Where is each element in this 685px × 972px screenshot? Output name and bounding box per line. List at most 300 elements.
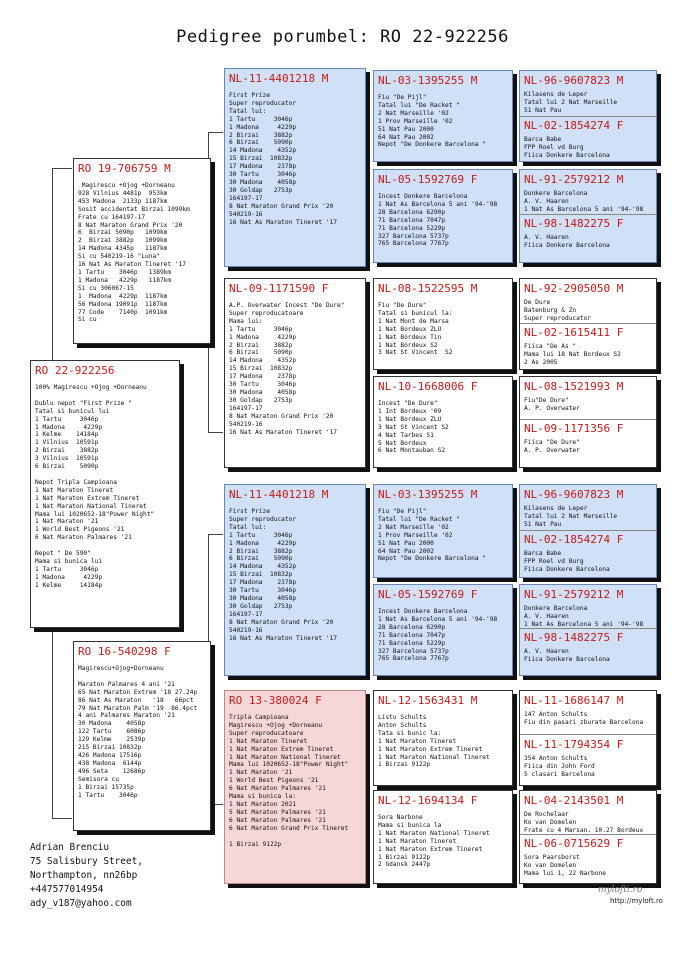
note-line bbox=[35, 542, 175, 550]
note-line: 17 Madona 2378p bbox=[229, 163, 297, 171]
ring-number: NL-11-4401218 M bbox=[229, 72, 329, 85]
note-line: 14 Madona 4352p bbox=[229, 357, 297, 365]
note-line: Mama lui 1020652-18"Power Night" bbox=[35, 510, 155, 518]
note-line: 765 Barcelona 7767p bbox=[378, 240, 449, 248]
pigeon-notes bbox=[229, 302, 361, 436]
note-line: 2 Birzai 3882p 1099km bbox=[78, 237, 168, 245]
note-line: 1 Madona 4229p bbox=[229, 333, 297, 341]
note-line: Magirescu +Ojog +Dorneanu bbox=[78, 182, 175, 189]
note-line: 1 Tartu 3046p bbox=[78, 791, 138, 799]
note-line: 1 Kelme 14184p bbox=[35, 581, 103, 589]
pigeon-notes bbox=[229, 92, 361, 226]
note-line: Tatal lui: bbox=[229, 523, 267, 531]
note-line: Semisora cu bbox=[78, 775, 119, 783]
note-line: 6 Birzai 5090p bbox=[35, 463, 99, 471]
connector-line bbox=[52, 168, 72, 169]
pigeon-notes bbox=[524, 299, 652, 323]
pigeon-notes bbox=[524, 234, 652, 250]
pigeon-notes bbox=[524, 91, 652, 115]
note-line: 14 Madona 4345p 1187km bbox=[78, 245, 168, 253]
note-line: A. V. Haaren bbox=[524, 234, 569, 241]
note-line: Fiica "De Dure" bbox=[524, 439, 580, 446]
note-line: Incest Donkere Barcelona bbox=[378, 193, 468, 200]
gen4-pair-card bbox=[519, 376, 657, 468]
note-line: 1 Nat As Barcelona 5 ani '94-'98 bbox=[524, 205, 644, 213]
note-line: 1 Madona 4229p 1187km bbox=[78, 276, 172, 284]
note-line: 16 Nat As Maraton Tineret '17 bbox=[229, 428, 338, 436]
note-line: 1 Nat Maraton '21 bbox=[229, 769, 293, 777]
note-line: 6 Nat Maraton Palmares '21 bbox=[35, 534, 132, 542]
pigeon-notes bbox=[524, 550, 652, 574]
note-line: 1 Tartu 3046p bbox=[35, 415, 99, 423]
note-line: 2 Gdansk 2447p bbox=[378, 861, 431, 869]
note-line: 28 Barcelona 6290p bbox=[378, 623, 446, 631]
note-line: 71 Barcelona 5229p bbox=[378, 224, 446, 232]
ring-number: NL-96-9607823 M bbox=[524, 488, 624, 501]
note-line: 79 Nat Maraton Palm '19 86.4pct bbox=[78, 704, 198, 712]
note-line: 327 Barcelona 5737p bbox=[378, 232, 449, 240]
connector-line bbox=[208, 432, 223, 433]
gen3-card bbox=[373, 278, 513, 370]
note-line: 1 Birzai 15735p bbox=[78, 783, 134, 791]
note-line: First Prize bbox=[229, 508, 270, 515]
note-line: Mama lui 1, 22 Narbone bbox=[524, 869, 606, 877]
note-line: Tatal si bunicul lui bbox=[35, 407, 110, 415]
gen4-pair-card bbox=[519, 584, 657, 676]
gen3-card bbox=[373, 169, 513, 263]
note-line: 6 Birzai 5090p bbox=[229, 555, 293, 563]
note-line: 1 Nat Maraton Extrem Tineret bbox=[229, 745, 334, 753]
ring-number: NL-05-1592769 F bbox=[378, 173, 478, 186]
note-line: 6 Nat Maraton Grand Prix Tineret bbox=[229, 824, 349, 832]
owner-address-city: Northampton, nn26bp bbox=[30, 870, 138, 881]
ring-number: NL-08-1521993 M bbox=[524, 380, 624, 393]
note-line: Dublu nepot "First Prize " bbox=[35, 399, 132, 407]
note-line: 77 Code 7140p 1091km bbox=[78, 308, 168, 316]
note-line: 1 Nat Maraton Extrem Tineret bbox=[378, 845, 483, 853]
note-line: 2 Birzai 3882p bbox=[229, 131, 293, 139]
note-line: 1 Nat Maraton Extrem Tineret bbox=[378, 745, 483, 753]
note-line: A.P. Overwater Incest "De Dure" bbox=[229, 302, 345, 309]
note-line: 17 Madona 2378p bbox=[229, 373, 297, 381]
note-line: 1 Nat Bordeux S2 bbox=[378, 341, 438, 349]
gen3-card bbox=[373, 584, 513, 676]
pigeon-notes bbox=[524, 505, 652, 529]
sire-card bbox=[73, 158, 211, 344]
note-line: 28 Barcelona 6290p bbox=[378, 208, 446, 216]
note-line: Si cu 540219-16 "Luna" bbox=[78, 253, 160, 261]
note-line: Magirescu+Ojog+Dorneanu bbox=[78, 665, 164, 672]
ring-number: NL-06-0715629 F bbox=[524, 837, 624, 850]
pigeon-notes bbox=[229, 714, 361, 848]
note-line: 6 Nat Maraton Palmares '21 bbox=[229, 785, 326, 793]
note-line: Super reproducatoare bbox=[229, 729, 304, 737]
pigeon-notes bbox=[524, 854, 652, 878]
pigeon-notes bbox=[78, 182, 206, 324]
note-line bbox=[78, 673, 206, 681]
note-line: Mama lui 18 Nat Bordeux S2 bbox=[524, 350, 621, 358]
note-line: A. P. Overwater bbox=[524, 404, 580, 412]
note-line: Nepot Tripla Campioana bbox=[35, 478, 117, 486]
owner-name: Adrian Brenciu bbox=[30, 842, 110, 853]
note-line: FPP Roel vd Burg bbox=[524, 143, 584, 151]
note-line: Mama si bunica lui bbox=[35, 557, 103, 565]
ring-number: NL-09-1171590 F bbox=[229, 282, 329, 295]
divider bbox=[520, 628, 656, 629]
note-line: 122 Tartu 6086p bbox=[78, 728, 146, 736]
note-line: 4 Nat Tarbes S1 bbox=[378, 431, 434, 439]
gen4-pair-card bbox=[519, 70, 657, 162]
pigeon-notes bbox=[524, 605, 652, 629]
note-line: Anton Schults bbox=[378, 721, 427, 729]
note-line: Incest Donkere Barcelona bbox=[378, 608, 468, 615]
note-line: Kilasens de Leper bbox=[524, 505, 588, 512]
note-line: 327 Barcelona 5737p bbox=[378, 647, 449, 655]
note-line: 1 Nat Bordeux ZLU bbox=[378, 325, 442, 333]
pigeon-notes bbox=[35, 384, 175, 590]
note-line: 1 Nat Maraton 2021 bbox=[229, 800, 297, 808]
note-line: 2 Birzai 3882p bbox=[229, 341, 293, 349]
gen4-pair-card bbox=[519, 690, 657, 786]
pigeon-notes bbox=[378, 94, 508, 149]
note-line: 3 Nat St Vincent S2 bbox=[378, 349, 453, 357]
ring-number: NL-11-4401218 M bbox=[229, 488, 329, 501]
note-line: De Dure bbox=[524, 299, 551, 306]
note-line: 3 Vilnius 10591p bbox=[35, 455, 99, 463]
divider bbox=[520, 530, 656, 531]
note-line: 164197-17 bbox=[229, 404, 263, 412]
note-line: 147 Anton Schults bbox=[524, 711, 588, 718]
note-line: 1 Prov Marseille '02 bbox=[378, 117, 453, 125]
note-line: Tripla Campioana bbox=[229, 714, 289, 721]
note-line: 1 World Best Pigeons '21 bbox=[229, 777, 319, 785]
note-line: 1 Tartu 3046p bbox=[35, 565, 99, 573]
pigeon-notes bbox=[524, 439, 652, 455]
note-line: 1 Nat Maraton National Tineret bbox=[35, 502, 147, 510]
note-line: 1 Madona 4229p 1187km bbox=[78, 292, 168, 300]
note-line: 2 Nat Marseille '02 bbox=[378, 523, 449, 531]
note-line: Donkere Barcelona bbox=[524, 605, 588, 612]
note-line: Fiica Donkere Barcelona bbox=[524, 151, 610, 159]
note-line: Tatal lui 2 Nat Marseille bbox=[524, 512, 618, 520]
connector-line bbox=[208, 132, 223, 133]
connector-line bbox=[52, 818, 72, 819]
note-line: A. P. Overwater bbox=[524, 446, 580, 454]
note-line: Listu Schults bbox=[378, 714, 427, 721]
note-line: 16 Nat As Maraton Tineret '17 bbox=[229, 634, 338, 642]
note-line: Frate cu 164197-17 bbox=[78, 213, 146, 221]
note-line: Barca Babe bbox=[524, 136, 562, 143]
pigeon-notes bbox=[524, 755, 652, 779]
owner-email[interactable]: ady_v187@yahoo.com bbox=[30, 898, 132, 909]
note-line: 1 Nat Bordeux Tin bbox=[378, 333, 442, 341]
granddam-paternal-card bbox=[224, 278, 366, 468]
grandsire-maternal-card bbox=[224, 484, 366, 676]
ring-number: NL-96-9607823 M bbox=[524, 74, 624, 87]
divider bbox=[520, 834, 656, 835]
note-line: 1 Birzai 9122p bbox=[378, 853, 431, 861]
ring-number: RO 22-922256 bbox=[35, 364, 115, 377]
pigeon-notes bbox=[378, 302, 508, 357]
note-line bbox=[35, 392, 175, 400]
owner-address-street: 75 Salisbury Street, bbox=[30, 856, 143, 867]
website-link[interactable]: http://myloft.ro bbox=[610, 897, 663, 905]
note-line: 1 Nat Maraton Tineret bbox=[378, 737, 457, 745]
note-line: Fiu"De Dure" bbox=[524, 397, 569, 404]
connector-line bbox=[208, 534, 223, 535]
note-line: Ko van Domelen bbox=[524, 861, 577, 869]
ring-number: RO 13-380024 F bbox=[229, 694, 322, 707]
note-line: 64 Nat Pau 2002 bbox=[378, 547, 434, 555]
note-line: Batenburg & Zn bbox=[524, 306, 577, 314]
ring-number: NL-04-2143501 M bbox=[524, 794, 624, 807]
note-line bbox=[35, 471, 175, 479]
note-line: Super reproducator bbox=[229, 99, 297, 107]
note-line: 30 Tartu 3046p bbox=[229, 171, 297, 179]
note-line: 1 Madona 4229p bbox=[229, 539, 297, 547]
pigeon-notes bbox=[524, 136, 652, 160]
note-line: Incest "De Dure" bbox=[378, 400, 438, 407]
ring-number: NL-02-1854274 F bbox=[524, 533, 624, 546]
note-line: Fiica "De As " bbox=[524, 343, 577, 350]
note-line: 4 ani Palmares Maraton '21 bbox=[78, 712, 175, 720]
note-line: Tata si bunic la: bbox=[378, 729, 442, 737]
note-line: 6 Birzai 5090p 1099km bbox=[78, 229, 168, 237]
note-line: 30 Madona 4058p bbox=[229, 388, 297, 396]
note-line: Maraton Palmares 4 ani '21 bbox=[78, 680, 175, 688]
note-line: 30 Tartu 3046p bbox=[229, 587, 297, 595]
note-line: 426 Madona 17516p bbox=[78, 751, 142, 759]
pigeon-notes bbox=[524, 343, 652, 367]
ring-number: NL-98-1482275 F bbox=[524, 631, 624, 644]
note-line: Super reproducatoare bbox=[229, 309, 304, 317]
note-line: 1 Nat Maraton '21 bbox=[35, 518, 99, 526]
note-line: 65 Nat Maraton Extrem '18 27.24p bbox=[78, 688, 198, 696]
note-line: 1 Nat Maraton Tineret bbox=[35, 486, 114, 494]
note-line: 1 World Best Pigeons '21 bbox=[35, 526, 125, 534]
note-line: Mama si bunica la: bbox=[229, 793, 297, 801]
ring-number: NL-02-1854274 F bbox=[524, 119, 624, 132]
ring-number: NL-10-1668006 F bbox=[378, 380, 478, 393]
note-line: 2 Birzai 3882p bbox=[35, 447, 99, 455]
note-line: 15 Birzai 10832p bbox=[229, 155, 293, 163]
note-line: Fiu "De Pijl" bbox=[378, 94, 427, 101]
page-title: Pedigree porumbel: RO 22-922256 bbox=[176, 27, 509, 47]
note-line: Sora Paarsborst bbox=[524, 854, 580, 861]
note-line: 1 Madona 4229p bbox=[229, 123, 297, 131]
note-line: 1 Nat Bordeux ZLU bbox=[378, 415, 442, 423]
note-line: 540219-16 bbox=[229, 210, 263, 218]
note-line: 30 Goldap 2753p bbox=[229, 186, 293, 194]
note-line: Nepot " De 590" bbox=[35, 550, 91, 558]
divider bbox=[520, 419, 656, 420]
note-line: 1 Nat As Barcelona 5 ani '94-'98 bbox=[378, 615, 498, 623]
note-line: 164197-17 bbox=[229, 610, 263, 618]
note-line: Fiica Donkere Barcelona bbox=[524, 655, 610, 663]
note-line: 3 Nat St Vincent S2 bbox=[378, 423, 449, 431]
note-line: Mama lui 1020652-18"Power Night" bbox=[229, 761, 349, 769]
note-line: 928 Vilnius 4481p 953km bbox=[78, 189, 168, 197]
note-line: 30 Madona 4058p bbox=[229, 178, 297, 186]
note-line: 496 Seta 12686p bbox=[78, 767, 146, 775]
ring-number: RO 19-706759 M bbox=[78, 162, 171, 175]
divider bbox=[520, 323, 656, 324]
note-line: Fiu "De Dure" bbox=[378, 302, 427, 309]
note-line: 1 Tartu 3046p bbox=[229, 531, 293, 539]
pigeon-notes bbox=[378, 508, 508, 563]
note-line: Si cu bbox=[78, 316, 97, 324]
note-line: Ko van Domelen bbox=[524, 818, 577, 826]
note-line: 56 Madona 19091p 1187km bbox=[78, 300, 168, 308]
connector-line bbox=[52, 168, 53, 362]
note-line: 15 Birzai 10832p bbox=[229, 571, 293, 579]
note-line: 51 Nat Pau bbox=[524, 106, 562, 114]
note-line: 6 Nat Maraton Palmares '21 bbox=[229, 816, 326, 824]
divider bbox=[520, 214, 656, 215]
note-line: Tatal lui "De Racket " bbox=[378, 101, 460, 109]
note-line: 765 Barcelona 7767p bbox=[378, 655, 449, 663]
note-line: 1 Madona 4229p bbox=[35, 423, 103, 431]
ring-number: NL-11-1794354 F bbox=[524, 738, 624, 751]
note-line: De Rochelaar bbox=[524, 811, 569, 818]
note-line: FPP Roel vd Burg bbox=[524, 557, 584, 565]
ring-number: NL-91-2579212 M bbox=[524, 173, 624, 186]
note-line: Magirescu +Ojog +Dorneanu bbox=[229, 721, 323, 729]
owner-contact bbox=[30, 841, 143, 911]
granddam-maternal-card bbox=[224, 690, 366, 884]
note-line: First Prize bbox=[229, 92, 270, 99]
note-line: 71 Barcelona 7047p bbox=[378, 216, 446, 224]
note-line: Fiica Donkere Barcelona bbox=[524, 565, 610, 573]
divider bbox=[520, 734, 656, 735]
note-line: Mama si bunica la bbox=[378, 821, 442, 829]
ring-number: NL-11-1686147 M bbox=[524, 694, 624, 707]
pigeon-notes bbox=[378, 193, 508, 248]
pigeon-notes bbox=[524, 397, 652, 413]
connector-line bbox=[52, 630, 53, 818]
note-line: 1 Nat Maraton Tineret bbox=[229, 737, 308, 745]
note-line: Fiu "De Pijl" bbox=[378, 508, 427, 515]
pigeon-notes bbox=[378, 400, 508, 455]
note-line: Super reproducator bbox=[229, 515, 297, 523]
note-line: 164197-17 bbox=[229, 194, 263, 202]
note-line: 1 Birzai 9122p bbox=[229, 840, 282, 848]
ring-number: NL-08-1522595 M bbox=[378, 282, 478, 295]
note-line: 540219-16 bbox=[229, 420, 263, 428]
gen3-card bbox=[373, 484, 513, 578]
note-line: 71 Barcelona 5229p bbox=[378, 639, 446, 647]
note-line: Sora Narbone bbox=[378, 814, 423, 821]
gen4-pair-card bbox=[519, 169, 657, 263]
note-line: Nepot "De Donkere Barcelona " bbox=[378, 141, 487, 149]
note-line: 540219-16 bbox=[229, 626, 263, 634]
note-line: 17 Madona 2378p bbox=[229, 579, 297, 587]
note-line bbox=[229, 833, 361, 841]
ring-number: NL-12-1694134 F bbox=[378, 794, 478, 807]
gen3-card bbox=[373, 690, 513, 786]
note-line: Fiu din pasari zburate Barcelona bbox=[524, 718, 644, 726]
note-line: 51 Nat Pau 2000 bbox=[378, 125, 434, 133]
note-line: 30 Madona 4058p bbox=[229, 594, 297, 602]
gen3-card bbox=[373, 790, 513, 884]
note-line: 1 Tartu 3046p bbox=[229, 115, 293, 123]
note-line: 2 Nat Marseille '02 bbox=[378, 109, 449, 117]
pigeon-notes bbox=[524, 648, 652, 664]
dam-card bbox=[73, 641, 211, 831]
note-line: 51 Nat Pau bbox=[524, 520, 562, 528]
pigeon-notes bbox=[378, 608, 508, 663]
gen4-pair-card bbox=[519, 790, 657, 884]
note-line: 15 Birzai 10832p bbox=[229, 365, 293, 373]
pigeon-notes bbox=[524, 190, 652, 214]
gen4-pair-card bbox=[519, 278, 657, 370]
pigeon-notes bbox=[524, 811, 652, 835]
gen3-card bbox=[373, 70, 513, 162]
note-line: 8 Nat Maraton Grand Prix '20 bbox=[78, 221, 183, 229]
pigeon-notes bbox=[524, 711, 652, 727]
note-line: Fiica Donkere Barcelona bbox=[524, 241, 610, 249]
note-line: 1 Nat Maraton Tineret bbox=[378, 837, 457, 845]
note-line: Si cu 306067-15 bbox=[78, 284, 134, 292]
note-line: 1 Nat As Barcelona 5 ani '94-'98 bbox=[524, 620, 644, 628]
note-line: Tatal lui: bbox=[229, 107, 267, 115]
ring-number: NL-03-1395255 M bbox=[378, 74, 478, 87]
note-line: 6 Birzai 5090p bbox=[229, 139, 293, 147]
note-line: Nepot "De Donkere Barcelona " bbox=[378, 555, 487, 563]
ring-number: RO 16-540298 F bbox=[78, 645, 171, 658]
note-line: 1 Int Bordeux '09 bbox=[378, 407, 442, 415]
note-line: 215 Birzai 10832p bbox=[78, 744, 142, 752]
note-line: Tatal lui 2 Nat Marseille bbox=[524, 98, 618, 106]
note-line: Mama lui: bbox=[229, 317, 263, 325]
note-line: 1 Nat Maraton National Tineret bbox=[229, 753, 341, 761]
note-line: 129 Kelme 2539p bbox=[78, 736, 146, 744]
owner-phone: +447577014954 bbox=[30, 884, 104, 895]
note-line: 16 Nat As Maraton Tineret '17 bbox=[78, 261, 187, 269]
signature-logo: mylofti.ro bbox=[598, 885, 643, 895]
note-line: A. V. Haaren bbox=[524, 197, 569, 205]
note-line: 1 Nat Maraton National Tineret bbox=[378, 753, 490, 761]
note-line: Super reproducator bbox=[524, 314, 592, 322]
note-line: 16 Nat As Maraton Tineret '17 bbox=[229, 218, 338, 226]
ring-number: NL-12-1563431 M bbox=[378, 694, 478, 707]
note-line: 6 Nat Montauban S2 bbox=[378, 447, 446, 455]
note-line: 1 Tartu 3046p bbox=[229, 325, 293, 333]
ring-number: NL-92-2905050 M bbox=[524, 282, 624, 295]
note-line: Donkere Barcelona bbox=[524, 190, 588, 197]
note-line: A. V. Haaren bbox=[524, 612, 569, 620]
note-line: 30 Madona 4058p bbox=[78, 720, 146, 728]
ring-number: NL-03-1395255 M bbox=[378, 488, 478, 501]
note-line: 5 Nat Bordeux bbox=[378, 439, 427, 447]
note-line: 1 Nat As Barcelona 5 ani '94-'98 bbox=[378, 200, 498, 208]
note-line: 1 Vilnius 10591p bbox=[35, 439, 99, 447]
ring-number: NL-09-1171356 F bbox=[524, 422, 624, 435]
note-line: 5 Nat Maraton Palmares '21 bbox=[229, 808, 326, 816]
note-line: 354 Anton Schults bbox=[524, 755, 588, 762]
note-line: 1 Nat Maraton Extrem Tineret bbox=[35, 494, 140, 502]
note-line: 14 Madona 4352p bbox=[229, 147, 297, 155]
note-line: 2 Birzai 3882p bbox=[229, 547, 293, 555]
gen3-card bbox=[373, 376, 513, 468]
note-line: 2 As 2005 bbox=[524, 358, 558, 366]
note-line: 5 clasari Barcelona bbox=[524, 770, 595, 778]
note-line: Kilasens de Leper bbox=[524, 91, 588, 98]
note-line: Frate cu 4 Marsan. 10.27 Bordeux bbox=[524, 826, 644, 834]
note-line: 1 Nat Mont de Marsa bbox=[378, 317, 449, 325]
note-line: 1 Madona 4229p bbox=[35, 573, 103, 581]
pigeon-notes bbox=[229, 508, 361, 642]
